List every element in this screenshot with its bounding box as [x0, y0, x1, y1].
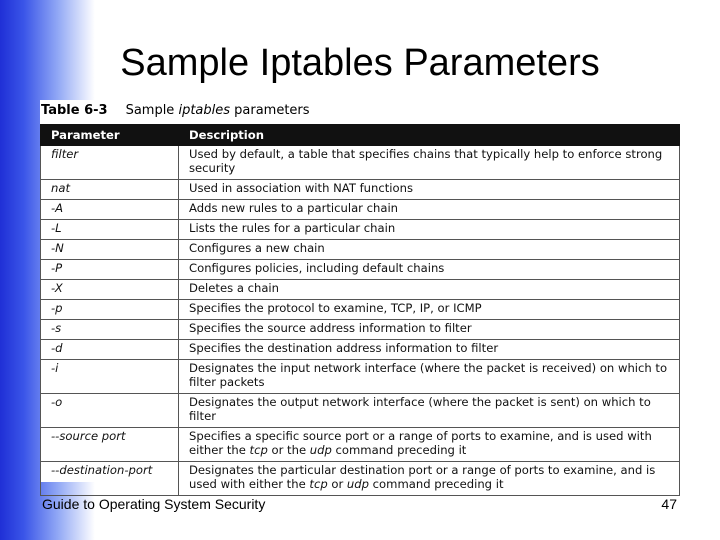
parameters-table — [40, 124, 680, 496]
description-emphasis: udp — [309, 443, 332, 457]
table-row — [41, 394, 680, 428]
description-cell: Used by default, a table that specifies chains that typically help to enforce strong security — [179, 146, 680, 180]
param-cell: --destination-port — [41, 462, 179, 496]
description-cell — [179, 428, 680, 462]
param-cell: -A — [41, 200, 179, 220]
description-cell: Designates the output network interface (where the packet is sent) on which to filter — [179, 394, 680, 428]
caption-number: Table 6-3 — [41, 103, 108, 118]
table-row — [41, 300, 680, 320]
param-cell: nat — [41, 180, 179, 200]
description-cell: Specifies the protocol to examine, TCP, IP, or ICMP — [179, 300, 680, 320]
footer-book-title: Guide to Operating System Security — [42, 496, 266, 512]
param-cell: -d — [41, 340, 179, 360]
table-row — [41, 220, 680, 240]
caption-suffix: parameters — [230, 103, 310, 118]
description-text: Specifies a specific source port or a range of ports to examine, and is used with either the — [189, 429, 652, 457]
description-emphasis: tcp — [309, 477, 328, 491]
description-cell: Specifies the source address information to filter — [179, 320, 680, 340]
description-text: Designates the particular destination port or a range of ports to examine, and is used with either the — [189, 463, 656, 491]
table-row — [41, 462, 680, 496]
header-description: Description — [179, 125, 680, 146]
description-cell: Designates the input network interface (where the packet is received) on which to filter packets — [179, 360, 680, 394]
table-row — [41, 340, 680, 360]
description-cell: Deletes a chain — [179, 280, 680, 300]
param-cell: -X — [41, 280, 179, 300]
table-row — [41, 260, 680, 280]
table-row — [41, 280, 680, 300]
table-figure — [40, 100, 680, 491]
caption-emphasis: iptables — [178, 103, 231, 118]
param-cell: -i — [41, 360, 179, 394]
table-caption — [40, 100, 680, 124]
param-cell: -o — [41, 394, 179, 428]
table-row — [41, 428, 680, 462]
description-cell — [179, 462, 680, 496]
table-row — [41, 240, 680, 260]
description-text: or — [327, 477, 347, 491]
description-cell: Used in association with NAT functions — [179, 180, 680, 200]
description-text: or the — [267, 443, 310, 457]
param-cell: -N — [41, 240, 179, 260]
param-cell: -s — [41, 320, 179, 340]
param-cell: -P — [41, 260, 179, 280]
param-cell: -L — [41, 220, 179, 240]
description-text: command preceding it — [369, 477, 504, 491]
description-cell: Adds new rules to a particular chain — [179, 200, 680, 220]
description-emphasis: udp — [346, 477, 369, 491]
description-cell: Configures policies, including default chains — [179, 260, 680, 280]
table-row — [41, 146, 680, 180]
table-row — [41, 320, 680, 340]
caption-prefix: Sample — [125, 103, 179, 118]
page-number: 47 — [661, 496, 677, 512]
header-parameter: Parameter — [41, 125, 179, 146]
table-header-row — [41, 125, 680, 146]
param-cell: -p — [41, 300, 179, 320]
description-emphasis: tcp — [249, 443, 268, 457]
param-cell: filter — [41, 146, 179, 180]
description-cell: Specifies the destination address information to filter — [179, 340, 680, 360]
description-cell: Configures a new chain — [179, 240, 680, 260]
table-row — [41, 180, 680, 200]
param-cell: --source port — [41, 428, 179, 462]
description-cell: Lists the rules for a particular chain — [179, 220, 680, 240]
description-text: command preceding it — [331, 443, 467, 457]
table-row — [41, 360, 680, 394]
slide-title: Sample Iptables Parameters — [120, 42, 600, 84]
table-row — [41, 200, 680, 220]
